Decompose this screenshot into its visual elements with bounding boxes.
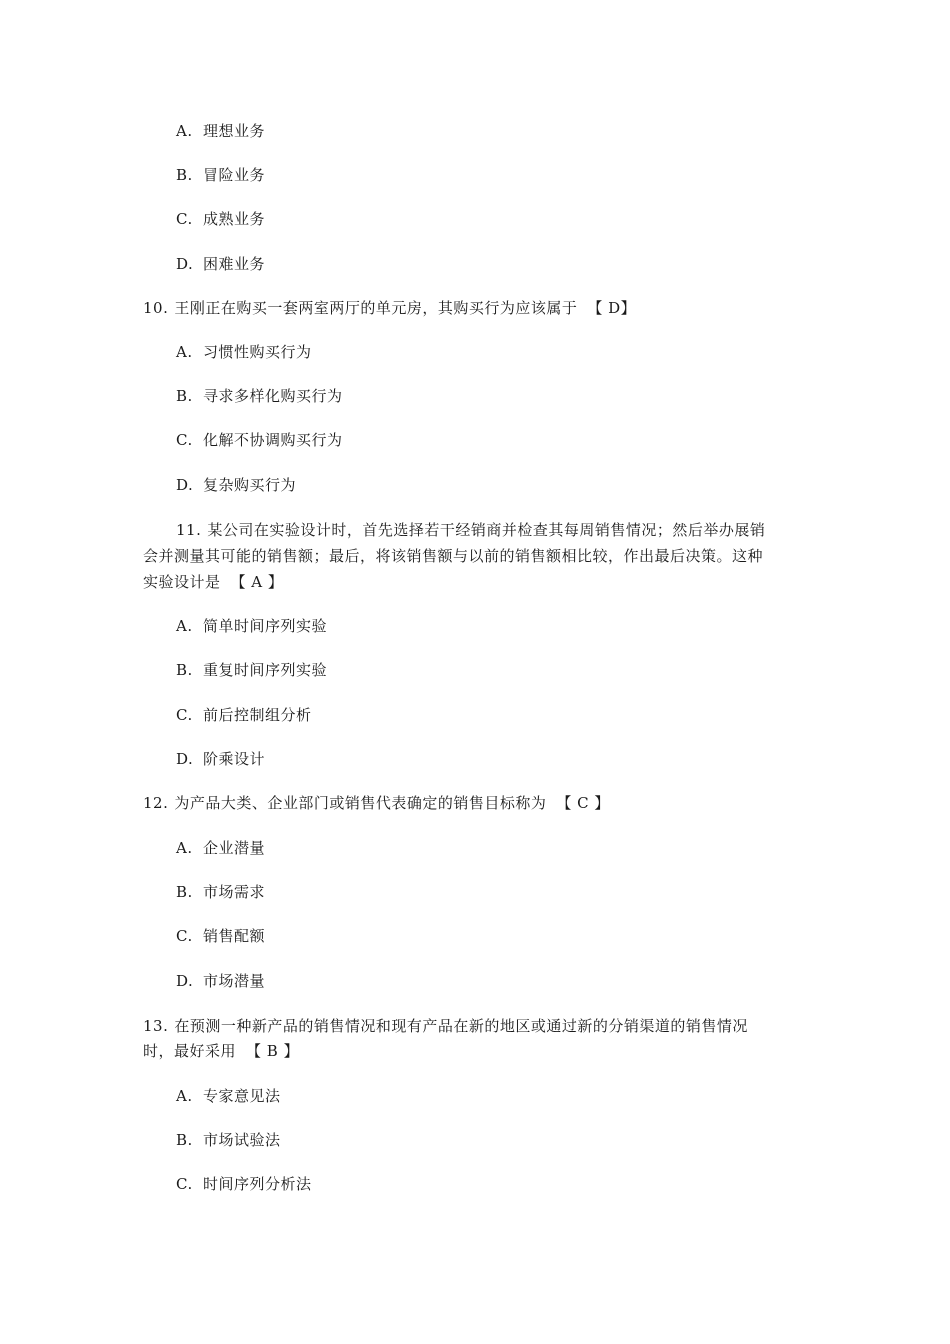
option-a: A. 简单时间序列实验 — [176, 617, 328, 635]
option-b: B. 重复时间序列实验 — [176, 661, 328, 679]
question-text: 为产品大类、企业部门或销售代表确定的销售目标称为 — [174, 794, 547, 812]
question-text: 某公司在实验设计时，首先选择若干经销商并检查其每周销售情况；然后举办展销 — [207, 521, 766, 539]
option-c: C. 时间序列分析法 — [176, 1175, 312, 1193]
answer-bracket: 【 C 】 — [556, 794, 610, 812]
option-c: C. 前后控制组分析 — [176, 706, 312, 724]
option-c: C. 成熟业务 — [176, 210, 266, 228]
option-d: D. 困难业务 — [176, 255, 266, 273]
question-number: 11. — [176, 521, 202, 539]
option-a: A. 专家意见法 — [176, 1087, 281, 1105]
answer-bracket: 【 D】 — [587, 299, 637, 317]
option-b: B. 市场试验法 — [176, 1131, 281, 1149]
option-b: B. 市场需求 — [176, 883, 266, 901]
option-b: B. 寻求多样化购买行为 — [176, 387, 343, 405]
question-13 — [143, 1016, 748, 1036]
option-a: A. 习惯性购买行为 — [176, 343, 312, 361]
answer-bracket: 【 A 】 — [230, 573, 284, 591]
option-c: C. 化解不协调购买行为 — [176, 431, 343, 449]
question-number: 10. — [143, 299, 169, 317]
question-11 — [176, 520, 765, 540]
option-d: D. 市场潜量 — [176, 972, 266, 990]
answer-bracket: 【 B 】 — [246, 1042, 300, 1060]
question-text-continued: 时，最好采用 【 B 】 — [143, 1042, 300, 1060]
question-text: 在预测一种新产品的销售情况和现有产品在新的地区或通过新的分销渠道的销售情况 — [174, 1017, 748, 1035]
option-d: D. 阶乘设计 — [176, 750, 266, 768]
question-text: 王刚正在购买一套两室两厅的单元房，其购买行为应该属于 — [174, 299, 578, 317]
option-a: A. 企业潜量 — [176, 839, 266, 857]
option-b: B. 冒险业务 — [176, 166, 266, 184]
question-text-continued: 会并测量其可能的销售额；最后，将该销售额与以前的销售额相比较，作出最后决策。这种 — [143, 547, 764, 565]
question-number: 12. — [143, 794, 169, 812]
question-12 — [143, 793, 610, 813]
option-d: D. 复杂购买行为 — [176, 476, 297, 494]
question-10 — [143, 298, 636, 318]
question-number: 13. — [143, 1017, 169, 1035]
question-text-continued: 实验设计是 【 A 】 — [143, 573, 284, 591]
option-c: C. 销售配额 — [176, 927, 266, 945]
option-a: A. 理想业务 — [176, 122, 266, 140]
